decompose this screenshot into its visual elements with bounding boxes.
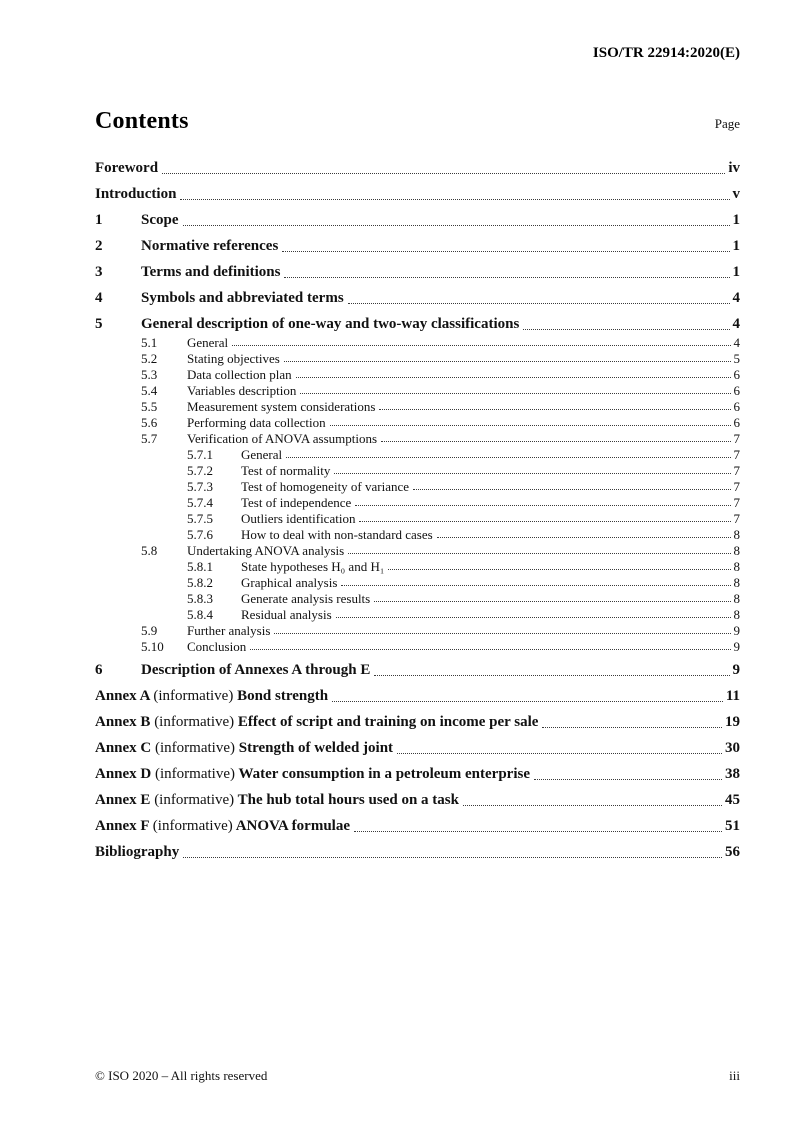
toc-entry-page: 8 xyxy=(733,559,740,574)
annex-qualifier: (informative) xyxy=(154,792,235,808)
toc-entry-title: Normative references xyxy=(141,238,279,254)
dotted-leader xyxy=(355,505,730,506)
toc-entry-page: 7 xyxy=(733,495,740,510)
toc-entry-page: 6 xyxy=(733,383,740,398)
toc-entry-number: 5.9 xyxy=(141,623,158,638)
toc-entry-number: 5.5 xyxy=(141,399,158,414)
toc-entry-title: Undertaking ANOVA analysis xyxy=(187,543,345,558)
folio-page-number: iii xyxy=(729,1068,740,1083)
toc-entry-title: Graphical analysis xyxy=(241,575,338,590)
toc-entry-title: Verification of ANOVA assumptions xyxy=(187,431,378,446)
toc-entry-title: Conclusion xyxy=(187,639,247,654)
toc-entry xyxy=(95,791,740,810)
toc-entry-page: 6 xyxy=(733,399,740,414)
toc-entry-title: Stating objectives xyxy=(187,351,280,366)
toc-entry-title: General xyxy=(241,447,283,462)
dotted-leader xyxy=(284,361,731,362)
dotted-leader xyxy=(534,779,722,780)
toc-entry-title: Test of normality xyxy=(241,463,331,478)
dotted-leader xyxy=(341,585,730,586)
toc-entry-title: Test of independence xyxy=(241,495,352,510)
dotted-leader xyxy=(463,805,722,806)
annex-prefix: Annex E xyxy=(95,792,151,808)
annex-title: The hub total hours used on a task xyxy=(237,792,459,808)
dotted-leader xyxy=(162,173,725,174)
toc-entry xyxy=(187,511,740,526)
page-title: Contents xyxy=(95,108,189,134)
toc-entry xyxy=(141,335,740,350)
toc-entry xyxy=(95,817,740,836)
dotted-leader xyxy=(334,473,730,474)
toc-entry xyxy=(187,479,740,494)
dotted-leader xyxy=(374,675,729,676)
toc-entry-number: 4 xyxy=(95,290,103,306)
toc-entry-page: 51 xyxy=(725,818,740,834)
toc-entry-page: 7 xyxy=(733,447,740,462)
toc-entry-title: Variables description xyxy=(187,383,297,398)
dotted-leader xyxy=(330,425,731,426)
toc-entry-page: 45 xyxy=(725,792,740,808)
annex-title: ANOVA formulae xyxy=(235,818,350,834)
dotted-leader xyxy=(284,277,729,278)
toc-entry-number: 5.7.6 xyxy=(187,527,213,542)
toc-entry-title: General description of one-way and two-way classifications xyxy=(141,316,520,332)
toc-entry-page: 7 xyxy=(733,431,740,446)
dotted-leader xyxy=(388,569,730,570)
toc-entry xyxy=(95,687,740,706)
toc-entry xyxy=(141,383,740,398)
toc-entry-number: 5.8.4 xyxy=(187,607,213,622)
dotted-leader xyxy=(180,199,729,200)
toc-entry-number: 5.8.1 xyxy=(187,559,213,574)
toc-entry-title: Data collection plan xyxy=(187,367,292,382)
dotted-leader xyxy=(359,521,730,522)
toc-entry xyxy=(187,463,740,478)
toc-entry-title: State hypotheses H₀ and H₁ xyxy=(241,559,385,574)
toc-entry-page: 6 xyxy=(733,367,740,382)
toc-entry-title xyxy=(95,687,328,706)
toc-entry xyxy=(95,237,740,256)
document-header xyxy=(95,45,740,62)
toc-entry-page: 1 xyxy=(732,212,740,228)
toc-entry xyxy=(95,739,740,758)
dotted-leader xyxy=(413,489,730,490)
toc-entry-number: 5.6 xyxy=(141,415,158,430)
toc-entry-title xyxy=(95,739,393,758)
toc-entry-title: Scope xyxy=(141,212,179,228)
dotted-leader xyxy=(379,409,730,410)
dotted-leader xyxy=(296,377,731,378)
toc-entry-page: v xyxy=(732,186,740,202)
toc-entry-number: 5.8.2 xyxy=(187,575,213,590)
dotted-leader xyxy=(348,553,730,554)
toc-entry-title xyxy=(95,791,459,810)
toc-entry xyxy=(95,661,740,680)
toc-entry-page: 4 xyxy=(733,335,740,350)
toc-entry xyxy=(95,843,740,862)
toc-entry-page: 8 xyxy=(733,575,740,590)
dotted-leader xyxy=(232,345,730,346)
dotted-leader xyxy=(274,633,730,634)
toc-entry-page: 19 xyxy=(725,714,740,730)
toc-entry-title: Symbols and abbreviated terms xyxy=(141,290,344,306)
toc-entry xyxy=(141,399,740,414)
annex-title: Water consumption in a petroleum enterprise xyxy=(238,766,530,782)
toc-entry-title: Foreword xyxy=(95,160,159,176)
toc-entry-page: 4 xyxy=(732,290,740,306)
dotted-leader xyxy=(381,441,730,442)
toc-entry-title xyxy=(95,765,530,784)
dotted-leader xyxy=(542,727,722,728)
page-column-label: Page xyxy=(714,116,740,131)
toc-entry-title: Test of homogeneity of variance xyxy=(241,479,410,494)
dotted-leader xyxy=(183,225,730,226)
toc-entry xyxy=(95,315,740,334)
toc-entry-number: 5.7.1 xyxy=(187,447,213,462)
dotted-leader xyxy=(286,457,730,458)
copyright-notice: © ISO 2020 – All rights reserved xyxy=(95,1068,268,1083)
toc-entry-title: Residual analysis xyxy=(241,607,332,622)
toc-entry-page: 4 xyxy=(732,316,740,332)
dotted-leader xyxy=(282,251,729,252)
toc-entry-title: Terms and definitions xyxy=(141,264,281,280)
annex-title: Strength of welded joint xyxy=(238,740,394,756)
annex-qualifier: (informative) xyxy=(155,766,235,782)
toc-entry-page: 7 xyxy=(733,479,740,494)
annex-qualifier: (informative) xyxy=(154,714,235,730)
toc-entry-number: 5.8.3 xyxy=(187,591,213,606)
toc-entry xyxy=(187,527,740,542)
toc-entry-number: 1 xyxy=(95,212,103,228)
toc-entry-number: 3 xyxy=(95,264,103,280)
toc-entry-number: 5.1 xyxy=(141,335,158,350)
toc-entry-page: 38 xyxy=(725,766,740,782)
toc-entry-number: 5.3 xyxy=(141,367,158,382)
toc-entry xyxy=(95,263,740,282)
toc-entry xyxy=(141,543,740,558)
toc-entry-title: General xyxy=(187,335,229,350)
toc-entry-number: 6 xyxy=(95,662,103,678)
toc-entry xyxy=(187,447,740,462)
toc-entry-number: 5.7.4 xyxy=(187,495,213,510)
dotted-leader xyxy=(397,753,722,754)
toc-entry-number: 5.10 xyxy=(141,639,164,654)
toc-entry-title: Performing data collection xyxy=(187,415,326,430)
toc-entry-page: iv xyxy=(728,160,740,176)
toc-entry-title: Measurement system considerations xyxy=(187,399,376,414)
toc-entry-title: Introduction xyxy=(95,186,177,202)
annex-prefix: Annex D xyxy=(95,766,152,782)
toc-entry-page: 9 xyxy=(732,662,740,678)
toc-entry-page: 5 xyxy=(733,351,740,366)
toc-entry-page: 8 xyxy=(733,527,740,542)
toc-entry-title: How to deal with non-standard cases xyxy=(241,527,433,542)
toc-entry xyxy=(141,367,740,382)
annex-qualifier: (informative) xyxy=(153,688,234,704)
toc-entry xyxy=(187,559,740,574)
toc-entry-title: Further analysis xyxy=(187,623,271,638)
toc-entry-number: 5 xyxy=(95,316,103,332)
toc-entry xyxy=(95,289,740,308)
toc-entry-number: 5.4 xyxy=(141,383,158,398)
toc-entry-page: 1 xyxy=(732,238,740,254)
annex-title: Effect of script and training on income per sale xyxy=(237,714,539,730)
toc-entry xyxy=(187,575,740,590)
dotted-leader xyxy=(374,601,730,602)
toc-entry xyxy=(141,431,740,446)
toc-entry-number: 2 xyxy=(95,238,103,254)
dotted-leader xyxy=(300,393,730,394)
dotted-leader xyxy=(250,649,730,650)
toc-entry xyxy=(141,415,740,430)
dotted-leader xyxy=(348,303,730,304)
toc-entry-number: 5.8 xyxy=(141,543,158,558)
toc-entry xyxy=(141,639,740,654)
toc-entry-page: 1 xyxy=(732,264,740,280)
toc-entry xyxy=(141,623,740,638)
toc-entry-number: 5.7.5 xyxy=(187,511,213,526)
annex-qualifier: (informative) xyxy=(155,740,235,756)
toc-entry-number: 5.7.2 xyxy=(187,463,213,478)
dotted-leader xyxy=(437,537,731,538)
toc-entry-page: 7 xyxy=(733,463,740,478)
toc-entry-page: 11 xyxy=(725,688,740,704)
toc-entry-page: 9 xyxy=(733,639,740,654)
toc-entry-number: 5.7 xyxy=(141,431,158,446)
toc-list xyxy=(95,159,740,862)
toc-entry xyxy=(141,351,740,366)
dotted-leader xyxy=(354,831,722,832)
document-footer xyxy=(95,1068,740,1084)
annex-prefix: Annex F xyxy=(95,818,150,834)
toc-entry-title: Generate analysis results xyxy=(241,591,371,606)
toc-entry-number: 5.7.3 xyxy=(187,479,213,494)
toc-entry xyxy=(187,495,740,510)
annex-prefix: Annex C xyxy=(95,740,152,756)
toc-entry-title: Description of Annexes A through E xyxy=(141,662,371,678)
annex-prefix: Annex B xyxy=(95,714,151,730)
annex-prefix: Annex A xyxy=(95,688,150,704)
dotted-leader xyxy=(523,329,729,330)
annex-qualifier: (informative) xyxy=(152,818,233,834)
toc-entry-title xyxy=(95,817,350,836)
dotted-leader xyxy=(332,701,723,702)
toc-entry-page: 8 xyxy=(733,543,740,558)
dotted-leader xyxy=(336,617,731,618)
toc-entry-page: 8 xyxy=(733,607,740,622)
toc-entry-title: Bibliography xyxy=(95,844,180,860)
toc-entry-page: 30 xyxy=(725,740,740,756)
toc-entry-page: 56 xyxy=(725,844,740,860)
toc-entry-title: Outliers identification xyxy=(241,511,356,526)
toc-entry-number: 5.2 xyxy=(141,351,158,366)
toc-entry xyxy=(95,211,740,230)
toc-entry xyxy=(187,607,740,622)
toc-entry-page: 7 xyxy=(733,511,740,526)
toc-entry xyxy=(95,159,740,178)
toc-entry xyxy=(95,185,740,204)
toc-entry-title xyxy=(95,713,538,732)
annex-title: Bond strength xyxy=(237,688,329,704)
dotted-leader xyxy=(183,857,722,858)
doc-reference: ISO/TR 22914:2020(E) xyxy=(592,45,740,61)
toc-entry xyxy=(95,765,740,784)
toc-entry xyxy=(95,713,740,732)
contents-header xyxy=(95,108,740,135)
toc-entry-page: 8 xyxy=(733,591,740,606)
toc-entry-page: 9 xyxy=(733,623,740,638)
toc-entry-page: 6 xyxy=(733,415,740,430)
toc-entry xyxy=(187,591,740,606)
